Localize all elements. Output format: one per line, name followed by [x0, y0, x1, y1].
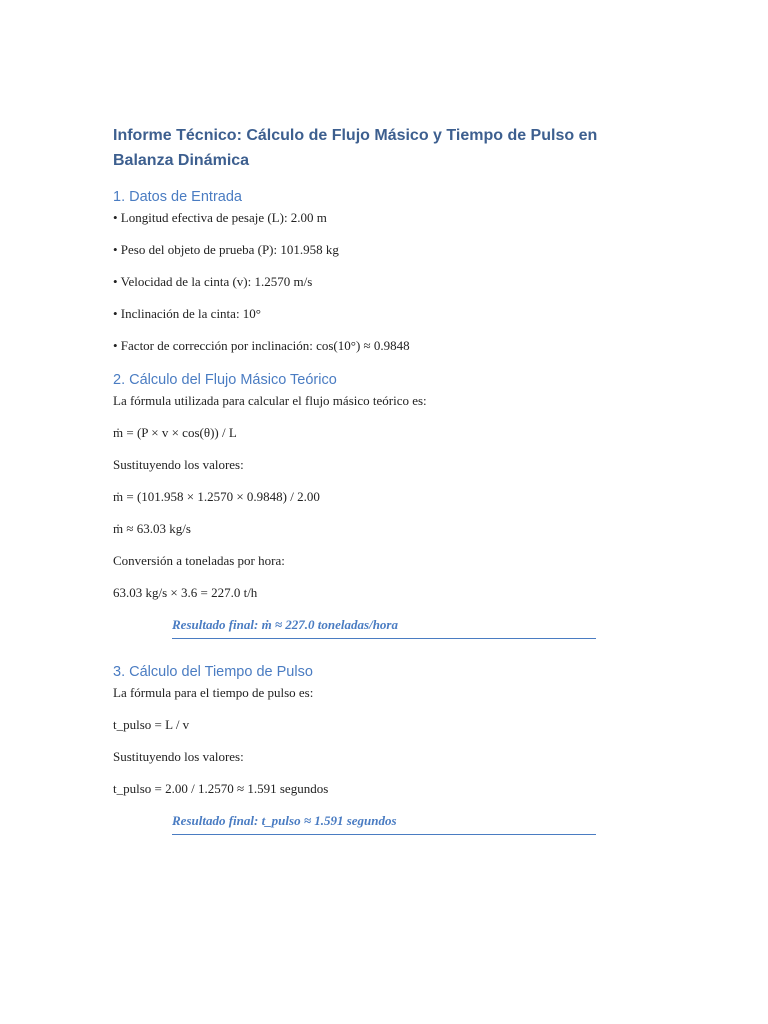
list-item: • Inclinación de la cinta: 10°	[113, 306, 262, 321]
paragraph: Sustituyendo los valores:	[113, 457, 244, 472]
section-heading: 2. Cálculo del Flujo Másico Teórico	[113, 372, 337, 388]
formula: t_pulso = L / v	[113, 717, 190, 732]
formula: ṁ ≈ 63.03 kg/s	[113, 521, 191, 536]
formula: ṁ = (101.958 × 1.2570 × 0.9848) / 2.00	[113, 489, 320, 504]
list-item: • Velocidad de la cinta (v): 1.2570 m/s	[113, 274, 313, 289]
section-datos-entrada	[113, 186, 653, 355]
list-item: • Longitud efectiva de pesaje (L): 2.00 m	[113, 210, 327, 225]
list-item: • Factor de corrección por inclinación: cos(10°) ≈ 0.9848	[113, 338, 410, 353]
section-heading: 3. Cálculo del Tiempo de Pulso	[113, 664, 313, 680]
section-tiempo-pulso	[113, 661, 653, 835]
section-heading: 1. Datos de Entrada	[113, 189, 242, 205]
paragraph: Conversión a toneladas por hora:	[113, 553, 285, 568]
section-flujo-masico	[113, 369, 653, 639]
document-title: Informe Técnico: Cálculo de Flujo Másico y Tiempo de Pulso en Balanza Dinámica	[113, 127, 598, 169]
result-callout: Resultado final: t_pulso ≈ 1.591 segundos	[172, 812, 596, 835]
paragraph: La fórmula utilizada para calcular el flujo másico teórico es:	[113, 393, 427, 408]
document-page	[113, 123, 653, 835]
result-callout: Resultado final: ṁ ≈ 227.0 toneladas/hora	[172, 616, 596, 639]
paragraph: Sustituyendo los valores:	[113, 749, 244, 764]
formula: t_pulso = 2.00 / 1.2570 ≈ 1.591 segundos	[113, 781, 329, 796]
formula: ṁ = (P × v × cos(θ)) / L	[113, 425, 237, 440]
formula: 63.03 kg/s × 3.6 = 227.0 t/h	[113, 585, 258, 600]
paragraph: La fórmula para el tiempo de pulso es:	[113, 685, 314, 700]
list-item: • Peso del objeto de prueba (P): 101.958 kg	[113, 242, 339, 257]
